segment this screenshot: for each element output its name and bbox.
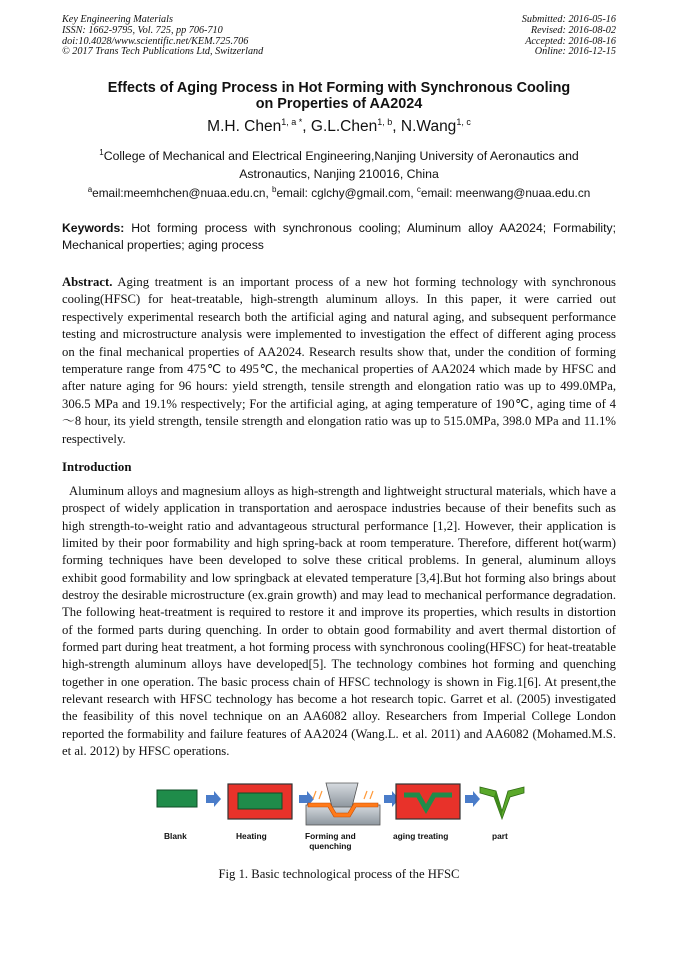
author-list [62, 117, 616, 136]
affiliation-mark: 1 [99, 148, 104, 157]
title-line-2: on Properties of AA2024 [255, 96, 423, 112]
label-blank: Blank [164, 831, 187, 841]
label-forming-line2: quenching [309, 841, 352, 851]
affiliation-line-2: Astronautics, Nanjing 210016, China [239, 167, 439, 181]
arrow-icon [465, 791, 480, 807]
keywords-text: Hot forming process with synchronous cooling; Aluminum alloy AA2024; Formability; Mechanical properties; aging process [62, 221, 616, 252]
submission-dates [522, 15, 616, 58]
affiliation-line-1: College of Mechanical and Electrical Engineering,Nanjing University of Aeronautics and [103, 149, 579, 163]
author-3-marks: 1, c [456, 117, 471, 127]
email-b: email: cglchy@gmail.com, [276, 186, 417, 200]
email-b-mark: b [272, 185, 277, 194]
introduction-heading: Introduction [62, 460, 132, 474]
final-part-shade [494, 791, 502, 819]
email-a-mark: a [87, 185, 93, 194]
label-forming [305, 831, 356, 851]
abstract-label: Abstract. [62, 275, 113, 289]
introduction-body: Aluminum alloys and magnesium alloys as high-strength and lightweight structural materials, which have a prospect of widely application in transportation and aerospace industries because of their benefits such as high strength-to-weight ratio and advantageous structural performance [1,2]. However, their application is limited by their poor formability and high spring-back at room temperature. Therefore, different hot(warm) forming techniques have been developed to solve these critical problems. In general, aluminum alloys exhibit good formability and low springback at elevated temperature [3,4].But hot forming also brings about destroy the desirable microstructure (ex.grain growth) and may lead to mechanical performance degradation. The following heat-treatment is required to restore it and improve its properties, which results in distortion of the formed parts during quenching. In order to obtain good formability and avert thermal distortion of formed part during heat treatment, a hot forming process with synchronous cooling(HFSC) for heat-treatable high-strength aluminum alloys have developed[5]. The technology combines hot forming and quenching together in one operation. The basic process chain of HFSC technology is shown in Fig.1[6]. At present,the relevant research with HFSC technology has become a hot research topic. Garret et al. (2005) investigated the feasibility of this novel technique on an AA6082 alloy. Researchers from Imperial College London reported the formability and failure features of AA2024 (Wang.L. et al. 2011) and AA6082 (Mohamed.M.S. et al. 2012) by HFSC operations. [62, 484, 616, 759]
author-2: G.L.Chen [310, 118, 378, 135]
upper-punch [326, 783, 358, 807]
process-figure [150, 781, 530, 861]
doi-line: doi:10.4028/www.scientific.net/KEM.725.706 [62, 35, 249, 47]
abstract [62, 274, 616, 448]
paper-title [62, 80, 616, 112]
issn-line: ISSN: 1662-9795, Vol. 725, pp 706-710 [62, 24, 223, 36]
author-1-marks: 1, a * [281, 117, 303, 127]
author-separator: , [392, 118, 401, 135]
revised-date: Revised: 2016-08-02 [530, 24, 616, 36]
label-heating: Heating [236, 831, 267, 841]
heated-blank [238, 793, 282, 809]
affiliation [62, 144, 616, 183]
figure-caption: Fig 1. Basic technological process of the HFSC [218, 867, 460, 881]
arrow-icon [206, 791, 221, 807]
label-forming-line1: Forming and [305, 831, 356, 841]
abstract-text: Aging treatment is an important process of a new hot forming technology with synchronous cooling(HFSC) for heat-treatable, high-strength aluminum alloys. In this paper, it were carried out respectively experimental research both the artificial aging and natural aging, and subsequent performance testing and microstructure analysis were implemented to investigation the effect of different aging process on the final mechanical properties of AA2024. Research results show that, under the condition of forming temperature range from 475℃ to 495℃, the mechanical properties of AA2024 which made by HFSC and after nature aging for 96 hours: yield strength, tensile strength and elongation ratio was up to 499.0MPa, 306.5 MPa and 19.1% respectively; For the artificial aging, at aging temperature of 190℃, aging time of 4～8 hour, its yield strength, tensile strength and elongation ratio was up to 515.0MPa, 398.0 MPa and 11.1% respectively. [62, 275, 616, 446]
author-1: M.H. Chen [207, 118, 282, 135]
journal-info [62, 15, 263, 58]
label-aging: aging treating [393, 831, 449, 841]
author-separator: , [302, 118, 311, 135]
online-date: Online: 2016-12-15 [534, 46, 616, 58]
submitted-date: Submitted: 2016-05-16 [521, 14, 616, 25]
email-a: email:meemhchen@nuaa.edu.cn, [92, 186, 272, 200]
label-part: part [492, 831, 508, 841]
keywords-label: Keywords: [62, 221, 125, 235]
journal-name: Key Engineering Materials [62, 14, 173, 25]
title-line-1: Effects of Aging Process in Hot Forming with Synchronous Cooling [107, 80, 571, 96]
accepted-date: Accepted: 2016-08-16 [525, 35, 616, 47]
author-emails [62, 185, 616, 200]
process-diagram [150, 781, 530, 829]
blank-plate [157, 790, 197, 807]
email-c-mark: c [416, 185, 421, 194]
keywords [62, 220, 616, 254]
copyright-line: © 2017 Trans Tech Publications Ltd, Switzerland [62, 46, 264, 58]
author-3: N.Wang [400, 118, 457, 135]
author-2-marks: 1, b [377, 117, 393, 127]
email-c: email: meenwang@nuaa.edu.cn [420, 186, 591, 200]
